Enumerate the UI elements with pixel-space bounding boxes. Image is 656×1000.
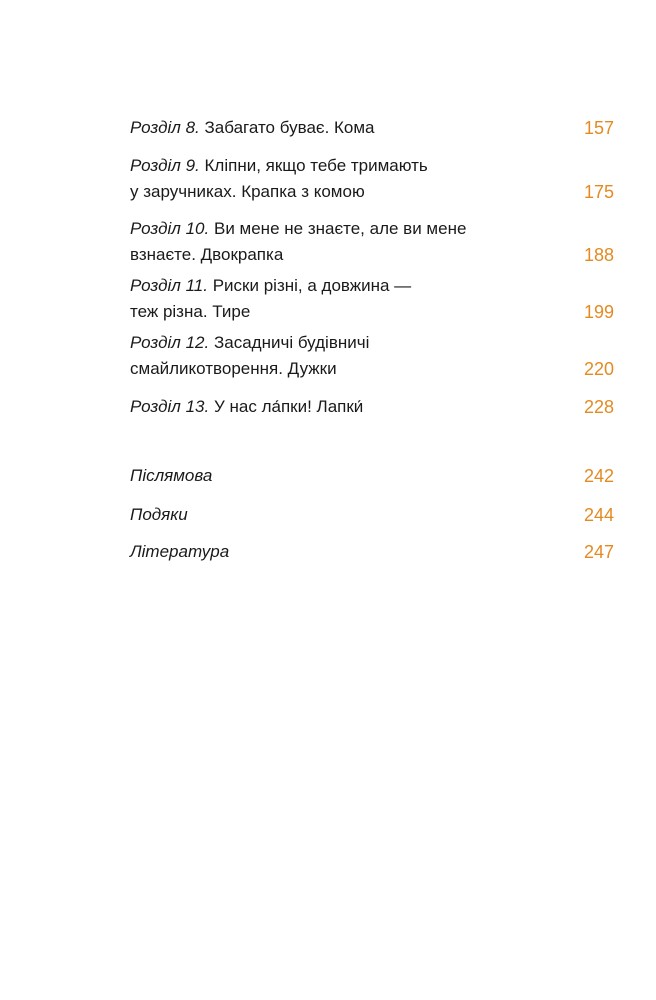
- page-number: 188: [583, 245, 614, 265]
- chapter-title-line-2: смайликотворення. Дужки: [130, 359, 337, 378]
- page-number: 157: [583, 118, 614, 138]
- toc-entry-title: [130, 330, 530, 356]
- page-number: 199: [583, 302, 614, 322]
- toc-entry-chapter-9: [130, 153, 614, 205]
- toc-entry-title: [130, 273, 530, 299]
- chapter-title-line-2: теж різна. Тире: [130, 302, 251, 321]
- toc-entry-afterword: [130, 463, 614, 489]
- chapter-title-line-1: У нас ла́пки! Лапки́: [213, 397, 364, 416]
- chapter-label: Розділ 12.: [130, 333, 210, 352]
- toc-entry-chapter-8: [130, 115, 614, 141]
- literature-title: Література: [130, 542, 230, 561]
- chapter-title-line-2: взнаєте. Двокрапка: [130, 245, 284, 264]
- chapter-label: Розділ 10.: [130, 219, 210, 238]
- chapter-label: Розділ 8.: [130, 118, 200, 137]
- toc-entry-title: [130, 216, 530, 242]
- chapter-label: Розділ 9.: [130, 156, 200, 175]
- toc-entry-title: [130, 115, 530, 141]
- chapter-title-line-2: у заручниках. Крапка з комою: [130, 182, 365, 201]
- toc-entry-chapter-12: [130, 330, 614, 382]
- page-number: 220: [583, 359, 614, 379]
- toc-entry-literature: [130, 539, 614, 565]
- chapter-title-line-1: Забагато буває. Кома: [204, 118, 375, 137]
- toc-entry-chapter-13: [130, 394, 614, 420]
- chapter-title-line-1: Риски різні, а довжина —: [212, 276, 412, 295]
- page-number: 247: [583, 542, 614, 562]
- toc-entry-title: [130, 153, 530, 179]
- page-number: 175: [583, 182, 614, 202]
- chapter-title-line-1: Засадничі будівничі: [213, 333, 370, 352]
- acknowledgements-title: Подяки: [130, 505, 188, 524]
- chapter-title-line-1: Ви мене не знаєте, але ви мене: [213, 219, 467, 238]
- page-number: 242: [583, 466, 614, 486]
- toc-entry-acknowledgements: [130, 502, 614, 528]
- toc-entry-chapter-10: [130, 216, 614, 268]
- chapter-title-line-1: Кліпни, якщо тебе тримають: [204, 156, 428, 175]
- toc-entry-title: [130, 394, 530, 420]
- page-number: 244: [583, 505, 614, 525]
- chapter-label: Розділ 13.: [130, 397, 210, 416]
- toc-entry-chapter-11: [130, 273, 614, 325]
- afterword-title: Післямова: [130, 466, 213, 485]
- page-number: 228: [583, 397, 614, 417]
- chapter-label: Розділ 11.: [130, 276, 208, 295]
